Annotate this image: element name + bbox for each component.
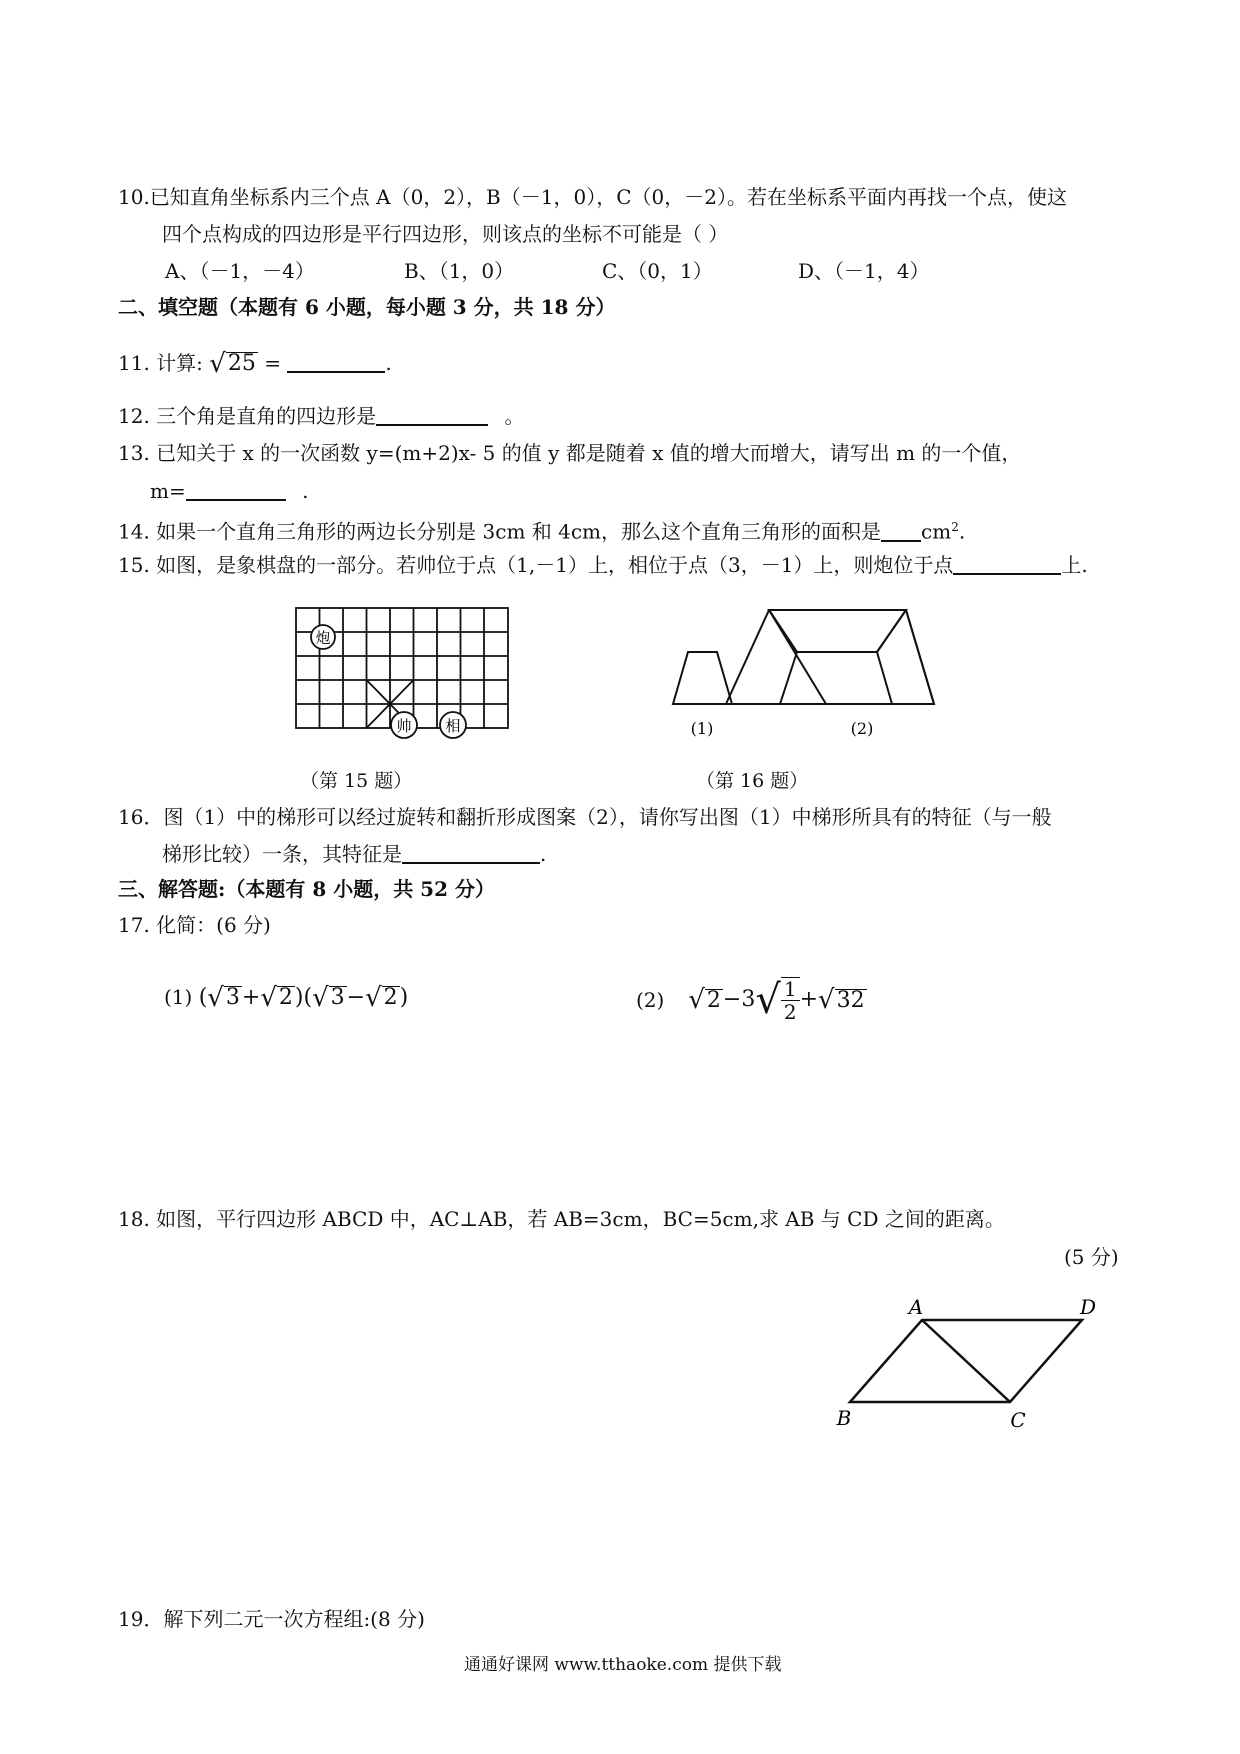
q17-p2-denominator: 2 xyxy=(783,1000,797,1024)
q17-p2-radicand-1: 2 xyxy=(706,987,721,1013)
q17-p2-numerator: 1 xyxy=(781,978,800,1001)
q10-option-d: D、（－1，4） xyxy=(798,259,930,283)
piece-pao xyxy=(311,625,335,649)
vertex-label-c: C xyxy=(1010,1408,1026,1432)
q16-line2 xyxy=(162,841,546,867)
q13-m-prefix: m= xyxy=(150,479,186,503)
q12-suffix: 。 xyxy=(504,404,525,428)
q10-option-a: A、（－1，－4） xyxy=(165,259,315,283)
q16-line1: 16．图（1）中的梯形可以经过旋转和翻折形成图案（2），请你写出图（1）中梯形所具有的特征（与一般 xyxy=(118,805,1052,829)
parallelogram-figure xyxy=(820,1290,1120,1430)
vertex-label-a: A xyxy=(908,1295,924,1319)
caption-q15: （第 15 题） xyxy=(300,770,413,792)
q15-text: 15. 如图，是象棋盘的一部分。若帅位于点（1,－1）上，相位于点（3，－1）上，则炮位于点 xyxy=(118,553,954,577)
q15-answer-blank[interactable] xyxy=(953,553,1061,575)
trapezoid-1 xyxy=(673,652,732,704)
q10-line1: 10.已知直角坐标系内三个点 A（0，2），B（－1，0），C（0，－2）。若在坐标系平面内再找一个点，使这 xyxy=(118,185,1067,209)
q17-p1-radicand-2: 2 xyxy=(278,985,293,1010)
q18-points: (5 分) xyxy=(1064,1245,1119,1269)
vertex-label-d: D xyxy=(1079,1295,1097,1319)
q17-part2 xyxy=(636,970,867,1030)
q17-part1-expression: (√3+√2)(√3−√2) xyxy=(198,983,409,1013)
vertex-label-b: B xyxy=(836,1406,852,1430)
trapezoid-label-1: (1) xyxy=(690,719,714,738)
q17-part2-expression: √ 2 − 3 √ $\frac{1}{2}$ + √ 32 xyxy=(688,977,865,1024)
q16-text: 梯形比较）一条，其特征是 xyxy=(162,842,402,866)
chessboard-figure xyxy=(296,608,508,738)
q14 xyxy=(118,514,965,545)
piece-shuai xyxy=(391,712,417,738)
q17-p1-radicand-1: 3 xyxy=(225,985,240,1010)
q17-part1-label: (1) xyxy=(164,985,193,1009)
piece-xiang xyxy=(440,712,466,738)
q11 xyxy=(118,350,392,377)
q17-part1 xyxy=(164,984,408,1011)
q14-unit-exponent: 2 xyxy=(951,520,959,534)
q17-p1-radicand-3: 3 xyxy=(330,985,345,1010)
footer: 通通好课网 www.tthaoke.com 提供下载 xyxy=(464,1655,782,1675)
q17-part2-label: (2) xyxy=(636,988,665,1012)
q14-text: 14. 如果一个直角三角形的两边长分别是 3cm 和 4cm，那么这个直角三角形的面积是 xyxy=(118,519,882,544)
q11-prefix: 11. 计算: xyxy=(118,351,203,375)
q12 xyxy=(118,403,525,429)
trapezoid-label-2: (2) xyxy=(850,719,874,738)
q14-end: . xyxy=(958,519,966,544)
q11-suffix: . xyxy=(385,351,392,375)
q17-p2-fraction xyxy=(781,977,800,1023)
q15 xyxy=(118,552,1088,578)
piece-shuai-label: 帅 xyxy=(396,717,412,735)
q10-option-b: B、（1，0） xyxy=(404,259,515,283)
q17-p2-coefficient: 3 xyxy=(741,987,756,1012)
q15-suffix: 上. xyxy=(1061,553,1088,577)
piece-pao-label: 炮 xyxy=(315,629,331,647)
q14-answer-blank[interactable] xyxy=(881,520,921,542)
piece-xiang-label: 相 xyxy=(445,717,461,735)
q19-text: 19．解下列二元一次方程组:(8 分) xyxy=(118,1607,425,1631)
q14-unit: cm xyxy=(921,519,952,544)
q11-radicand: 25 xyxy=(227,351,256,376)
q11-answer-blank[interactable] xyxy=(287,351,385,373)
q12-answer-blank[interactable] xyxy=(376,404,488,426)
q12-text: 12. 三个角是直角的四边形是 xyxy=(118,404,377,428)
q13-line2 xyxy=(150,478,308,504)
q13-suffix: . xyxy=(302,479,309,503)
diagonal-ac xyxy=(922,1320,1010,1402)
q17-title: 17. 化简：(6 分) xyxy=(118,913,271,937)
q16-suffix: . xyxy=(540,842,547,866)
trapezoid-figure xyxy=(660,600,960,740)
q10-line2: 四个点构成的四边形是平行四边形，则该点的坐标不可能是（ ） xyxy=(162,222,729,246)
section2-title: 二、填空题（本题有 6 小题，每小题 3 分，共 18 分） xyxy=(118,295,616,319)
section3-title: 三、解答题:（本题有 8 小题，共 52 分） xyxy=(118,877,495,901)
q16-answer-blank[interactable] xyxy=(402,842,540,864)
q11-equals: = xyxy=(264,351,281,375)
q13-line1: 13. 已知关于 x 的一次函数 y=(m+2)x- 5 的值 y 都是随着 x 值的增大而增大，请写出 m 的一个值， xyxy=(118,441,1022,465)
q13-answer-blank[interactable] xyxy=(186,479,286,501)
caption-q16: （第 16 题） xyxy=(696,770,809,792)
q18-text: 18. 如图，平行四边形 ABCD 中，AC⊥AB，若 AB=3cm，BC=5cm,求 AB 与 CD 之间的距离。 xyxy=(118,1207,1005,1231)
q17-p2-radicand-3: 32 xyxy=(836,987,865,1013)
q10-option-c: C、（0，1） xyxy=(602,259,713,283)
q17-p1-radicand-4: 2 xyxy=(383,985,398,1010)
q11-sqrt: √25 xyxy=(209,349,256,379)
